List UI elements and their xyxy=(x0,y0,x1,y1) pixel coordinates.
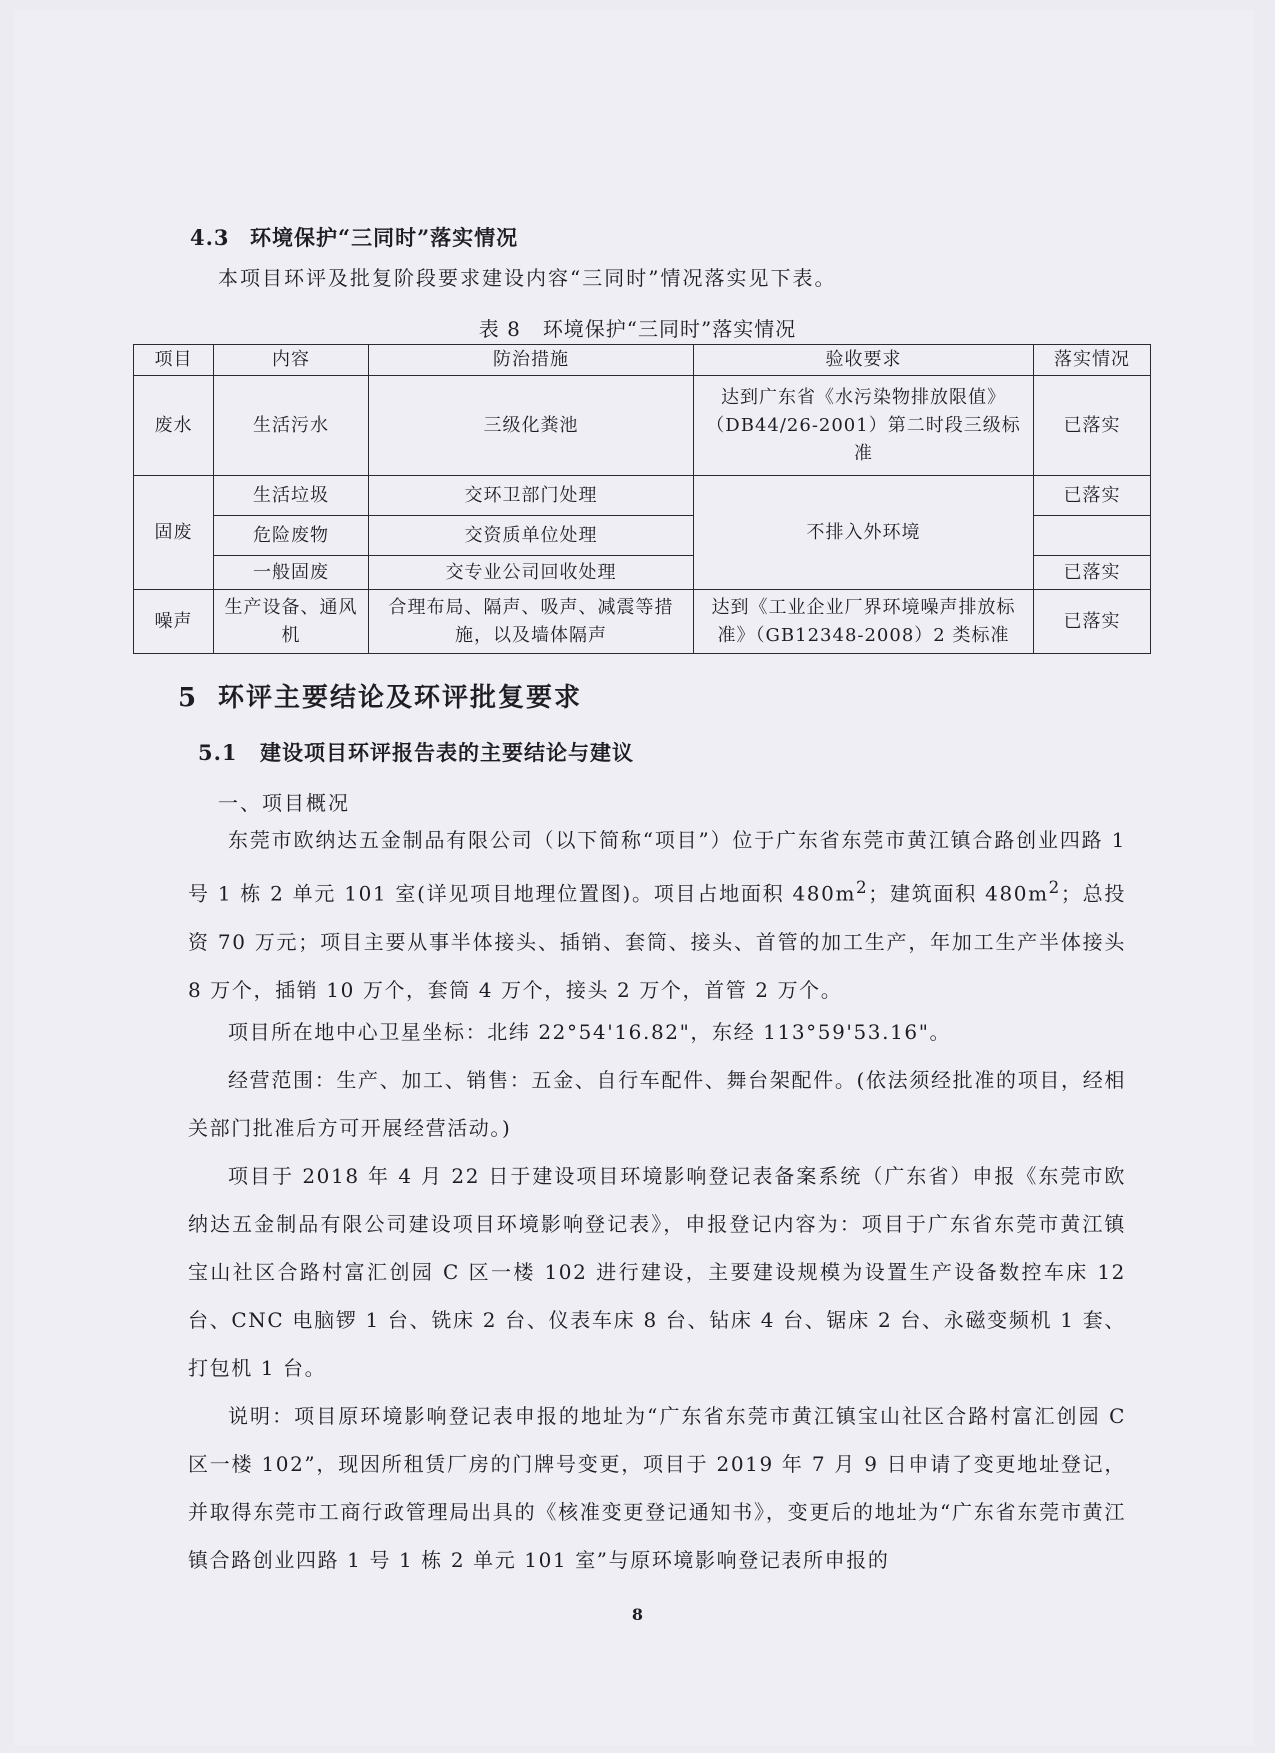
requirement-cell: 不排入外环境 xyxy=(694,476,1034,590)
status-cell xyxy=(1034,516,1151,556)
table-row xyxy=(134,476,1151,516)
header-cell: 内容 xyxy=(214,345,369,376)
paragraph-project-overview xyxy=(188,816,1126,1014)
requirement-cell: 达到广东省《水污染物排放限值》（DB44/26-2001）第二时段三级标准 xyxy=(694,376,1034,476)
category-cell: 噪声 xyxy=(134,590,214,654)
paragraph-business-scope: 经营范围：生产、加工、销售：五金、自行车配件、舞台架配件。(依法须经批准的项目，经相关部门批准后方可开展经营活动。) xyxy=(188,1068,1126,1140)
header-cell: 防治措施 xyxy=(369,345,694,376)
section-5-1-heading xyxy=(198,737,634,767)
status-cell: 已落实 xyxy=(1034,556,1151,590)
section-4-3-heading xyxy=(190,222,518,252)
content-cell: 生活垃圾 xyxy=(214,476,369,516)
table-row xyxy=(134,376,1151,476)
paragraph-text: 东莞市欧纳达五金制品有限公司（以下简称“项目”）位于广东省东莞市黄江镇合路创业四路 1 号 1 栋 2 单元 101 室(详见项目地理位置图)。项目占地面积 480m xyxy=(188,828,1126,906)
measure-cell: 交资质单位处理 xyxy=(369,516,694,556)
content-cell: 一般固废 xyxy=(214,556,369,590)
content-cell: 危险废物 xyxy=(214,516,369,556)
measure-cell: 交专业公司回收处理 xyxy=(369,556,694,590)
section-intro: 本项目环评及批复阶段要求建设内容“三同时”情况落实见下表。 xyxy=(218,266,837,290)
paragraph-text: ；建筑面积 480m xyxy=(868,881,1049,906)
measure-cell: 交环卫部门处理 xyxy=(369,476,694,516)
header-cell: 验收要求 xyxy=(694,345,1034,376)
section-title: 环评主要结论及环评批复要求 xyxy=(218,683,583,713)
superscript: 2 xyxy=(856,878,869,897)
table-caption-number: 表 8 xyxy=(478,317,521,341)
page-number: 8 xyxy=(631,1605,644,1624)
table-caption-title: 环境保护“三同时”落实情况 xyxy=(542,317,797,341)
category-cell: 废水 xyxy=(134,376,214,476)
section-5-heading xyxy=(178,677,582,714)
requirement-cell: 达到《工业企业厂界环境噪声排放标准》（GB12348-2008）2 类标准 xyxy=(694,590,1034,654)
header-cell: 落实情况 xyxy=(1034,345,1151,376)
category-cell: 固废 xyxy=(134,476,214,590)
header-cell: 项目 xyxy=(134,345,214,376)
content-cell: 生产设备、通风机 xyxy=(214,590,369,654)
paragraph-coordinates: 项目所在地中心卫星坐标：北纬 22°54'16.82"，东经 113°59'53.16"。 xyxy=(228,1020,952,1044)
section-number: 4.3 xyxy=(190,225,230,250)
paragraph-note: 说明：项目原环境影响登记表申报的地址为“广东省东莞市黄江镇宝山社区合路村富汇创园 C 区一楼 102”，现因所租赁厂房的门牌号变更，项目于 2019 年 7 月 9 日申请了变更地址登记，并取得东莞市工商行政管理局出具的《核准变更登记通知书》，变更后的地址为“广东省东莞市黄江镇合路创业四路 1 号 1 栋 2 单元 101 室”与原环境影响登记表所申报的 xyxy=(188,1404,1126,1572)
superscript: 2 xyxy=(1048,878,1061,897)
status-cell: 已落实 xyxy=(1034,376,1151,476)
section-title: 建设项目环评报告表的主要结论与建议 xyxy=(260,740,634,765)
subheading: 一、项目概况 xyxy=(218,791,350,815)
section-title: 环境保护“三同时”落实情况 xyxy=(250,225,519,250)
status-cell: 已落实 xyxy=(1034,476,1151,516)
section-number: 5 xyxy=(178,683,199,713)
measure-cell: 三级化粪池 xyxy=(369,376,694,476)
section-number: 5.1 xyxy=(198,740,238,765)
content-cell: 生活污水 xyxy=(214,376,369,476)
paragraph-registration: 项目于 2018 年 4 月 22 日于建设项目环境影响登记表备案系统（广东省）申报《东莞市欧纳达五金制品有限公司建设项目环境影响登记表》，申报登记内容为：项目于广东省东莞市黄江镇宝山社区合路村富汇创园 C 区一楼 102 进行建设，主要建设规模为设置生产设备数控车床 12 台、CNC 电脑锣 1 台、铣床 2 台、仪表车床 8 台、钻床 4 台、锯床 2 台、永磁变频机 1 套、打包机 1 台。 xyxy=(188,1164,1126,1380)
table-caption xyxy=(0,313,1275,342)
measure-cell: 合理布局、隔声、吸声、减震等措施，以及墙体隔声 xyxy=(369,590,694,654)
three-simultaneous-table xyxy=(133,344,1151,654)
table-header-row xyxy=(134,345,1151,376)
status-cell: 已落实 xyxy=(1034,590,1151,654)
paragraph-text: ；总投资 70 万元；项目主要从事半体接头、插销、套筒、接头、首管的加工生产，年加工生产半体接头 8 万个，插销 10 万个，套筒 4 万个，接头 2 万个，首管 2 万个。 xyxy=(188,881,1126,1002)
table-row xyxy=(134,590,1151,654)
